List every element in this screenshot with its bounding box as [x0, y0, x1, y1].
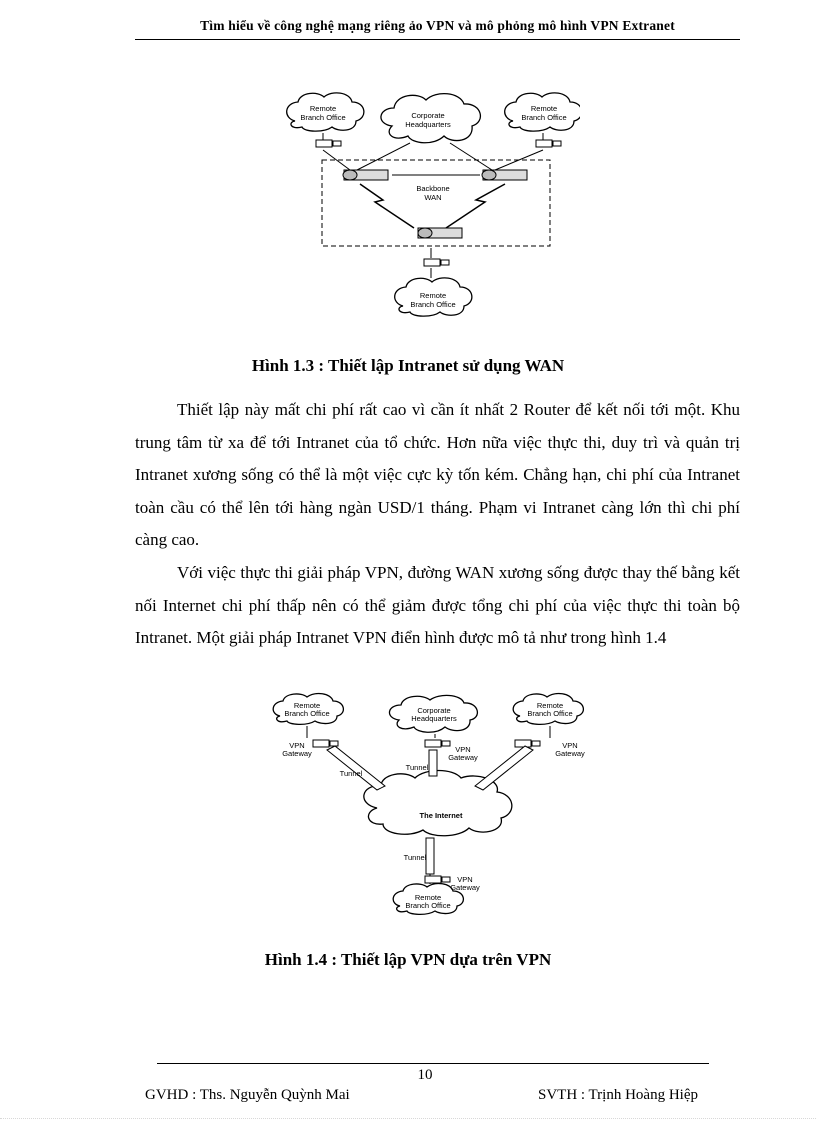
intranet-wan-diagram — [280, 88, 580, 348]
page-bottom-dotted-line — [0, 1118, 816, 1119]
svg-text:Corporate: Corporate — [411, 111, 445, 120]
footer-rule — [157, 1063, 709, 1064]
svg-text:Branch Office: Branch Office — [405, 901, 451, 910]
figure-intranet-vpn — [265, 690, 605, 930]
footer-student: SVTH : Trịnh Hoàng Hiệp — [537, 1087, 698, 1103]
router-bottom — [418, 228, 462, 238]
intranet-vpn-diagram — [265, 690, 605, 930]
svg-text:Remote: Remote — [530, 104, 558, 113]
router-left — [343, 170, 388, 180]
svg-text:VPN: VPN — [562, 741, 578, 750]
svg-text:Branch Office: Branch Office — [527, 709, 573, 718]
router-right — [482, 170, 527, 180]
header-rule — [135, 39, 740, 40]
wan-link-right — [446, 184, 505, 228]
svg-text:Backbone: Backbone — [416, 184, 450, 193]
svg-text:VPN: VPN — [455, 745, 471, 754]
svg-text:Gateway: Gateway — [555, 749, 585, 758]
figure-intranet-wan — [280, 88, 580, 348]
svg-text:Corporate: Corporate — [417, 706, 451, 715]
tunnel-left — [327, 746, 385, 790]
tunnel-bottom — [426, 838, 434, 874]
svg-text:Headquarters: Headquarters — [405, 120, 451, 129]
svg-text:Headquarters: Headquarters — [411, 714, 457, 723]
footer-supervisor: GVHD : Ths. Nguyễn Quỳnh Mai — [145, 1087, 350, 1103]
svg-text:Gateway: Gateway — [450, 883, 480, 892]
svg-text:Remote: Remote — [419, 291, 447, 300]
svg-text:Tunnel: Tunnel — [403, 853, 427, 862]
svg-text:Branch Office: Branch Office — [300, 113, 346, 122]
wan-link-left — [360, 184, 414, 228]
svg-text:Gateway: Gateway — [282, 749, 312, 758]
body-paragraph-1: Thiết lập này mất chi phí rất cao vì cần ít nhất 2 Router để kết nối tới một. Khu trung tâm từ xa để tới Intranet của tổ chức. Hơn nữa việc thực thi, duy trì và quản trị Intranet xương sống có thể là một việc cực kỳ tốn kém. Chẳng hạn, chi phí của Intranet toàn cầu có thể lên tới hàng ngàn USD/1 tháng. Phạm vi Intranet càng lớn thì chi phí càng cao. — [135, 400, 740, 550]
tunnel-center — [429, 750, 437, 776]
svg-text:VPN: VPN — [457, 875, 473, 884]
svg-text:Gateway: Gateway — [448, 753, 478, 762]
svg-text:WAN: WAN — [424, 193, 442, 202]
svg-text:The Internet: The Internet — [419, 811, 463, 820]
svg-text:Branch Office: Branch Office — [284, 709, 330, 718]
page-header-title: Tìm hiểu về công nghệ mạng riêng ảo VPN và mô phỏng mô hình VPN Extranet — [200, 18, 675, 33]
svg-text:Branch Office: Branch Office — [521, 113, 567, 122]
tunnel-right — [475, 746, 533, 790]
page-number: 10 — [417, 1067, 433, 1083]
svg-text:Tunnel: Tunnel — [339, 769, 363, 778]
svg-text:Remote: Remote — [414, 893, 442, 902]
figure2-caption: Hình 1.4 : Thiết lập VPN dựa trên VPN — [264, 950, 552, 969]
svg-text:Remote: Remote — [309, 104, 337, 113]
figure1-caption: Hình 1.3 : Thiết lập Intranet sử dụng WAN — [251, 356, 565, 375]
svg-text:Remote: Remote — [293, 701, 321, 710]
svg-text:Tunnel: Tunnel — [405, 763, 429, 772]
svg-text:VPN: VPN — [289, 741, 305, 750]
svg-text:Remote: Remote — [536, 701, 564, 710]
body-paragraph-2: Với việc thực thi giải pháp VPN, đường WAN xương sống được thay thế bằng kết nối Internet chi phí thấp nên có thể giảm được tổng chi phí của việc thực thi toàn bộ Intranet. Một giải pháp Intranet VPN điển hình được mô tả như trong hình 1.4 — [135, 563, 740, 648]
svg-text:Branch Office: Branch Office — [410, 300, 456, 309]
